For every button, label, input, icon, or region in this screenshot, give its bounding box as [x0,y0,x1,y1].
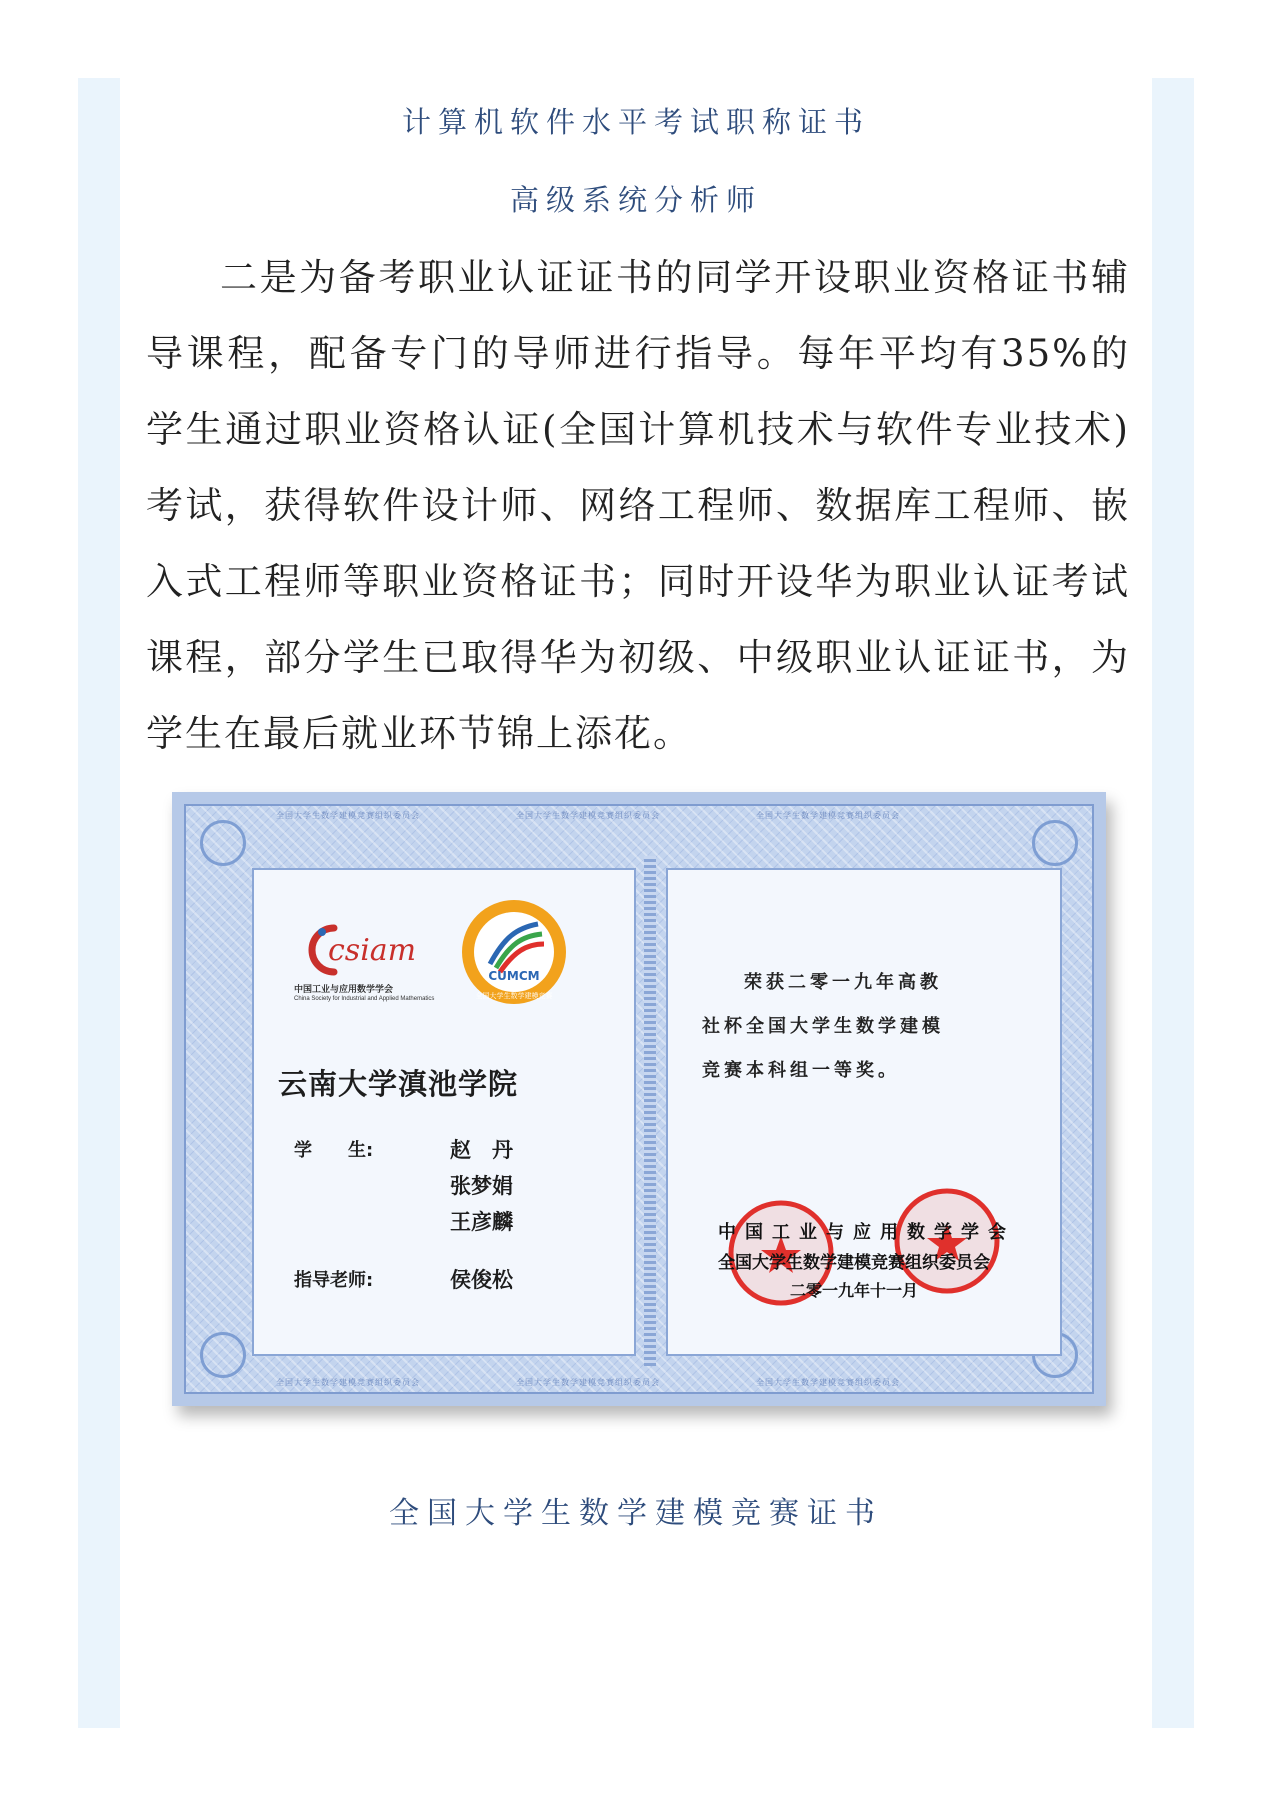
csiam-caption-en: China Society for Industrial and Applied Mathematics [294,996,435,1002]
award-line: 荣获二零一九年高教 [744,972,942,993]
advisor-name: 侯俊松 [450,1267,513,1292]
body-paragraph: 二是为备考职业认证证书的同学开设职业资格证书辅导课程，配备专门的导师进行指导。每年平均有35%的学生通过职业资格认证(全国计算机技术与软件专业技术)考试，获得软件设计师、网络工程师、数据库工程师、嵌入式工程师等职业资格证书；同时开设华为职业认证考试课程，部分学生已取得华为初级、中级职业认证证书，为学生在最后就业环节锦上添花。 [146,256,1130,755]
certificate-image [172,792,1106,1406]
right-margin-band [1152,78,1194,1728]
border-text-top: 全国大学生数学建模竞赛组织委员会 [756,811,900,820]
csiam-logo-icon [294,910,444,990]
corner-ornament [1032,820,1078,866]
left-margin-band [78,78,120,1728]
csiam-caption-cn: 中国工业与应用数学学会 [294,985,394,995]
border-text-bottom: 全国大学生数学建模竞赛组织委员会 [756,1378,900,1387]
issuer-line: 全国大学生数学建模竞赛组织委员会 [718,1253,990,1273]
certificate-left-panel [252,868,636,1356]
issuer-line: 中国工业与应用数学学会 [718,1222,1015,1243]
svg-text:csiam: csiam [328,933,417,968]
award-line: 社杯全国大学生数学建模 [702,1016,944,1037]
student-name: 赵 丹 [450,1137,513,1162]
student-name: 王彦麟 [450,1209,513,1234]
svg-text:CUMCM: CUMCM [488,969,540,983]
advisor-label: 指导老师: [294,1270,374,1291]
issue-date: 二零一九年十一月 [790,1281,919,1300]
corner-ornament [200,820,246,866]
student-name: 张梦娟 [450,1173,513,1198]
figure-caption: 全国大学生数学建模竞赛证书 [389,1496,883,1531]
award-line: 竞赛本科组一等奖。 [702,1060,900,1081]
border-text-top: 全国大学生数学建模竞赛组织委员会 [276,811,420,820]
border-text-bottom: 全国大学生数学建模竞赛组织委员会 [276,1378,420,1387]
title-line-2: 高级系统分析师 [509,183,762,217]
certificate-frame [184,804,1094,1394]
student-label: 学 生: [294,1140,374,1161]
school-name: 云南大学滇池学院 [278,1067,519,1101]
certificate-spine [644,856,656,1366]
border-text-bottom: 全国大学生数学建模竞赛组织委员会 [516,1378,660,1387]
certificate-right-panel [666,868,1062,1356]
title-line-1: 计算机软件水平考试职称证书 [401,105,870,139]
svg-text:全国大学生数学建模竞赛: 全国大学生数学建模竞赛 [475,992,553,1000]
corner-ornament [200,1332,246,1378]
border-text-top: 全国大学生数学建模竞赛组织委员会 [516,811,660,820]
cumcm-badge-icon [460,898,568,1006]
